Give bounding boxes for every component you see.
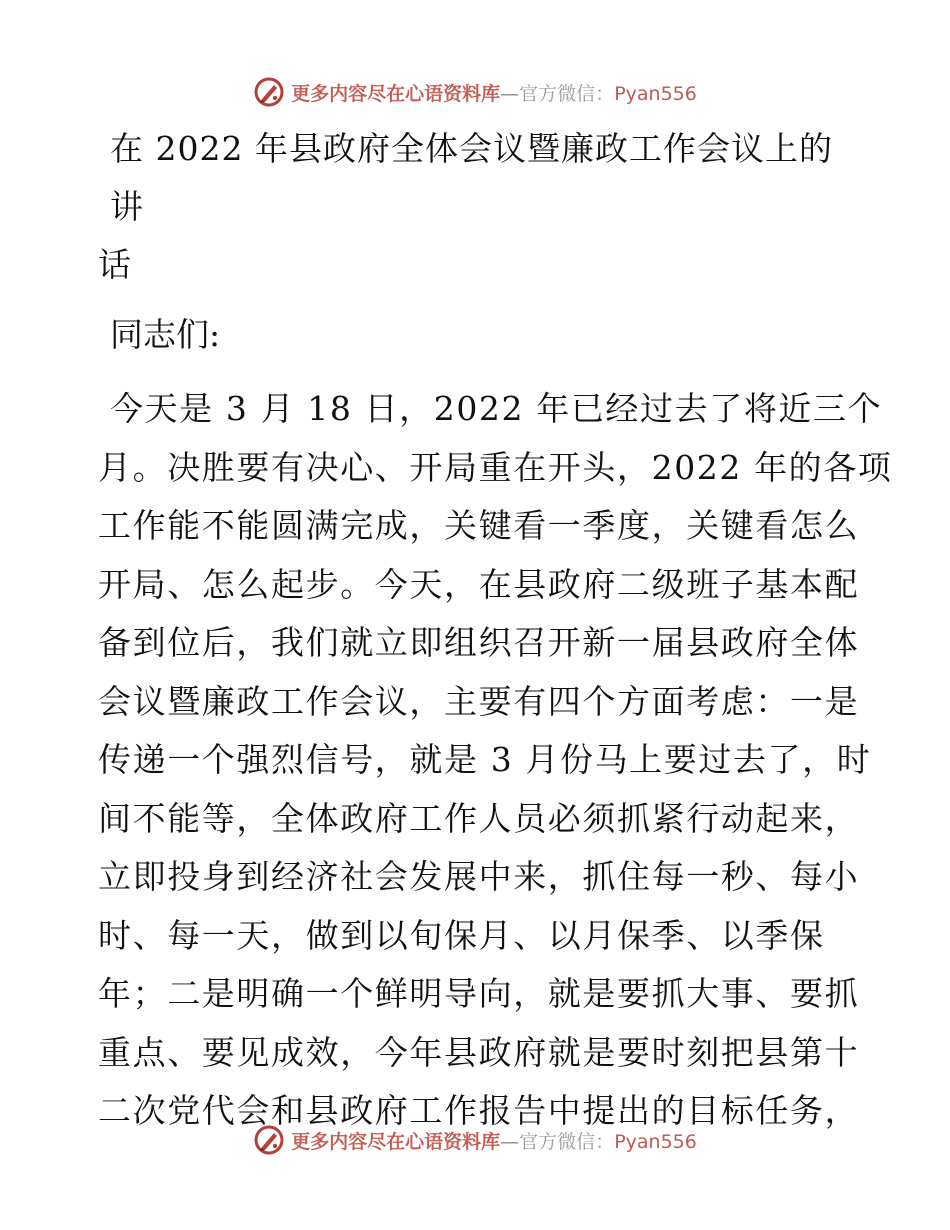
watermark-separator: —	[500, 82, 520, 105]
watermark-main-text: 更多内容尽在心语资料库	[291, 1130, 501, 1153]
text-line: 间不能等，全体政府工作人员必须抓紧行动起来，	[98, 798, 860, 838]
text-line: 今天是 3 月 18 日，2022 年已经过去了将近三个	[110, 389, 883, 428]
text-line: 会议暨廉政工作会议，主要有四个方面考虑：一是	[98, 681, 860, 721]
title-line-2: 话	[98, 245, 132, 284]
salutation: 同志们:	[110, 315, 221, 354]
document-body	[98, 120, 893, 1141]
text-line: 备到位后，我们就立即组织召开新一届县政府全体	[98, 623, 860, 662]
pen-circle-logo-icon	[253, 1124, 285, 1156]
text-line: 二次党代会和县政府工作报告中提出的目标任务，	[98, 1091, 860, 1130]
text-line: 月。决胜要有决心、开局重在开头，2022 年的各项	[98, 447, 893, 487]
text-line: 时、每一天，做到以旬保月、以月保季、以季保	[98, 915, 825, 955]
header-watermark	[0, 72, 950, 112]
paragraph	[98, 380, 893, 1141]
document-title	[98, 120, 858, 294]
watermark-wechat-id: Pyan556	[614, 82, 697, 105]
watermark-wechat-label: 官方微信：	[519, 82, 615, 105]
watermark-text	[291, 1127, 697, 1154]
watermark-text	[291, 79, 697, 106]
text-line: 立即投身到经济社会发展中来，抓住每一秒、每小	[98, 857, 860, 896]
watermark-wechat-id: Pyan556	[614, 1130, 697, 1153]
pen-circle-logo-icon	[253, 76, 285, 108]
text-line: 传递一个强烈信号，就是 3 月份马上要过去了，时	[98, 740, 872, 779]
text-line: 重点、要见成效，今年县政府就是要时刻把县第十	[98, 1032, 860, 1072]
watermark-wechat-label: 官方微信：	[519, 1130, 615, 1153]
footer-watermark	[0, 1120, 950, 1160]
watermark-main-text: 更多内容尽在心语资料库	[291, 82, 501, 105]
watermark-separator: —	[500, 1130, 520, 1153]
text-line: 年；二是明确一个鲜明导向，就是要抓大事、要抓	[98, 974, 860, 1013]
text-line: 工作能不能圆满完成，关键看一季度，关键看怎么	[98, 506, 860, 545]
text-line: 开局、怎么起步。今天，在县政府二级班子基本配	[98, 564, 860, 604]
title-line-1: 在 2022 年县政府全体会议暨廉政工作会议上的讲	[110, 129, 833, 226]
